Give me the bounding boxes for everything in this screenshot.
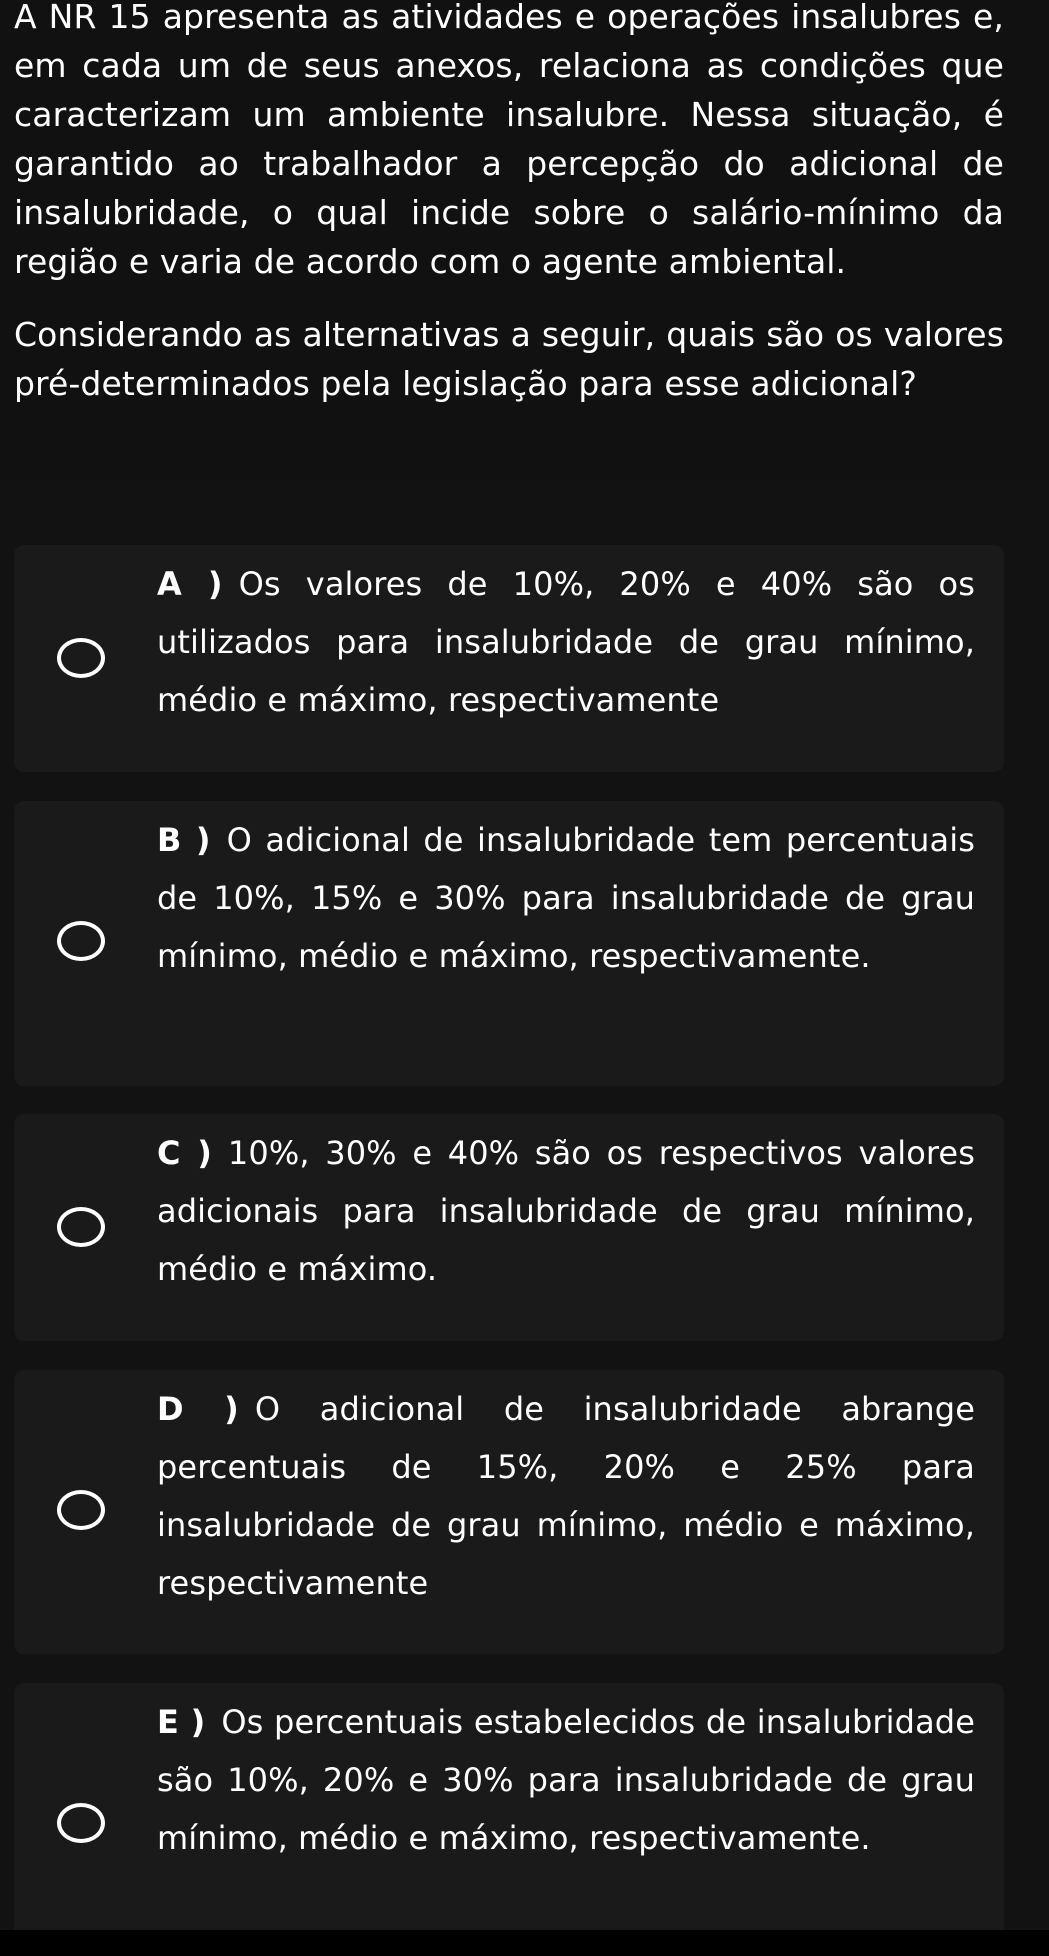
option-e-label: Os percentuais estabelecidos de insalubridade são 10%, 20% e 30% para insalubridade de grau mínimo, médio e máximo, respectivamente. (157, 1703, 975, 1857)
option-b-text (157, 811, 975, 985)
answer-options-list (0, 478, 1049, 1956)
option-e-text (157, 1693, 975, 1867)
option-d[interactable] (14, 1370, 1004, 1654)
radio-button-unchecked-icon[interactable] (57, 1490, 105, 1530)
option-d-text (157, 1380, 975, 1612)
option-c-letter: C ) (157, 1134, 212, 1172)
option-a-label: Os valores de 10%, 20% e 40% são os utilizados para insalubridade de grau mínimo, médio e máximo, respectivamente (157, 565, 975, 719)
option-e[interactable] (14, 1683, 1004, 1956)
option-c[interactable] (14, 1114, 1004, 1341)
question-paragraph-1: A NR 15 apresenta as atividades e operações insalubres e, em cada um de seus anexos, relaciona as condições que caracterizam um ambiente insalubre. Nessa situação, é garantido ao trabalhador a percepção do adicional de insalubridade, o qual incide sobre o salário-mínimo da região e varia de acordo com o agente ambiental. (14, 0, 1004, 281)
option-a-text (157, 555, 975, 729)
option-e-letter: E ) (157, 1703, 206, 1741)
option-b-label: O adicional de insalubridade tem percentuais de 10%, 15% e 30% para insalubridade de grau mínimo, médio e máximo, respectivamente. (157, 821, 975, 975)
question-paragraph-2: Considerando as alternativas a seguir, quais são os valores pré-determinados pela legislação para esse adicional? (14, 315, 1004, 403)
option-a-letter: A ) (157, 565, 223, 603)
option-c-text (157, 1124, 975, 1298)
radio-button-unchecked-icon[interactable] (57, 638, 105, 678)
option-c-label: 10%, 30% e 40% são os respectivos valores adicionais para insalubridade de grau mínimo, médio e máximo. (157, 1134, 975, 1288)
radio-button-unchecked-icon[interactable] (57, 1803, 105, 1843)
question-text (14, 0, 1004, 408)
bottom-bar (0, 1930, 1049, 1956)
radio-button-unchecked-icon[interactable] (57, 1207, 105, 1247)
option-b[interactable] (14, 801, 1004, 1086)
option-d-letter: D ) (157, 1390, 239, 1428)
option-b-letter: B ) (157, 821, 211, 859)
option-a[interactable] (14, 545, 1004, 772)
radio-button-unchecked-icon[interactable] (57, 921, 105, 961)
option-d-label: O adicional de insalubridade abrange percentuais de 15%, 20% e 25% para insalubridade de grau mínimo, médio e máximo, respectivamente (157, 1390, 975, 1602)
question-area (0, 0, 1049, 478)
